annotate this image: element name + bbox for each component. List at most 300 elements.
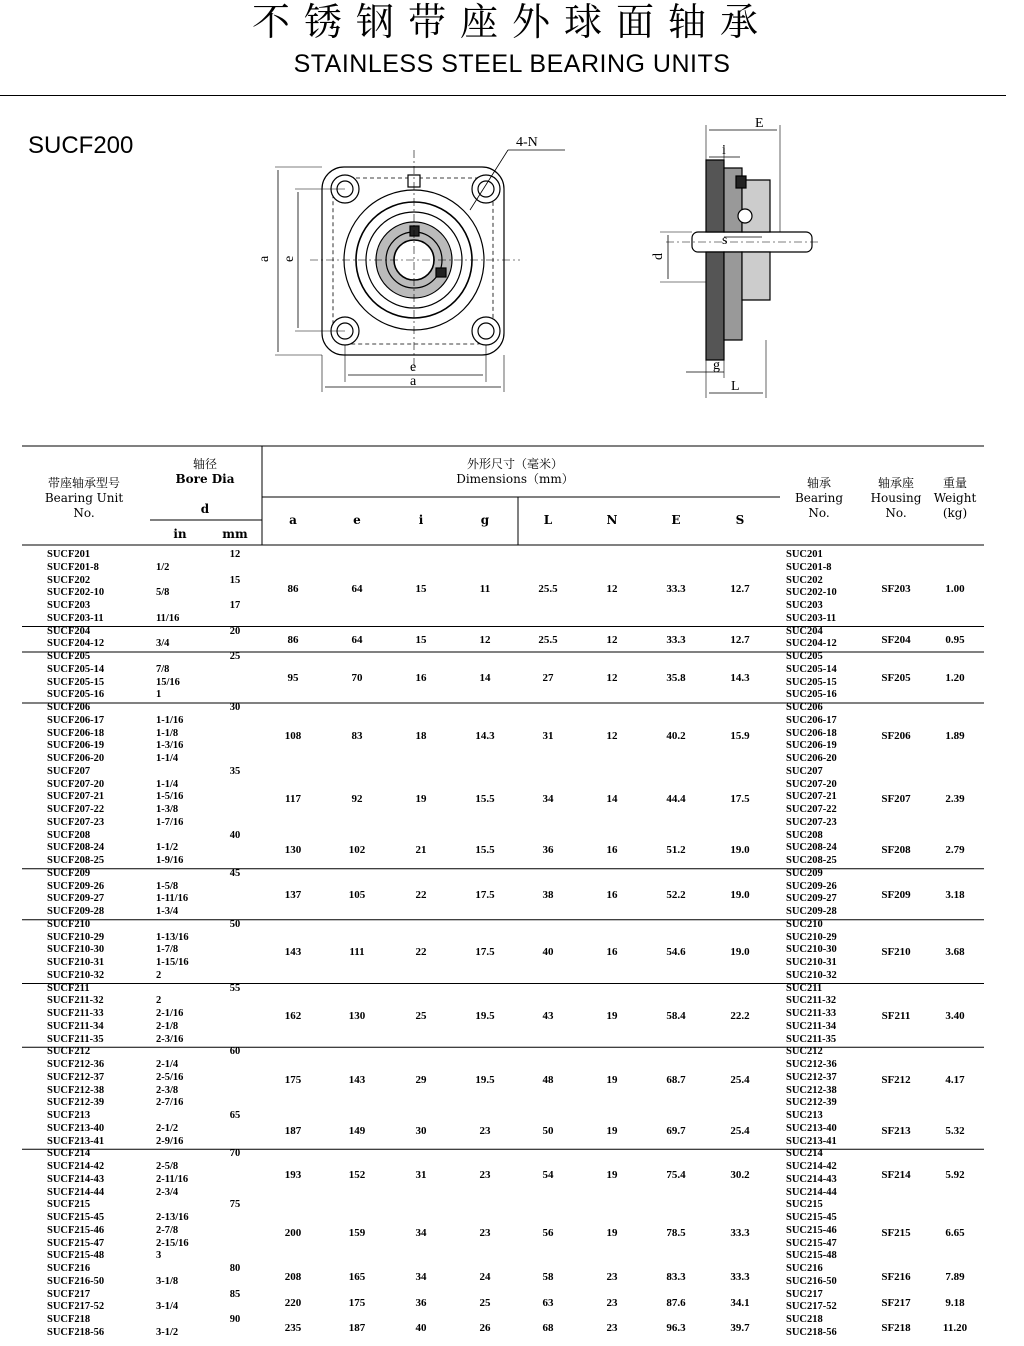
bore-inch: 2	[156, 995, 162, 1007]
bearing-number: SUC209-26	[786, 880, 837, 892]
bearing-number: SUC207-20	[786, 778, 837, 790]
bore-mm: 90	[229, 1314, 241, 1325]
unit-number: SUCF214-42	[47, 1161, 105, 1172]
dim-L: 63	[542, 1296, 554, 1309]
dim-g: 19.5	[475, 1010, 495, 1022]
dim-a: 86	[287, 582, 299, 595]
bore-inch: 1-3/8	[156, 804, 179, 815]
unit-number: SUCF205-16	[47, 689, 105, 701]
bearing-number: SUC217	[786, 1288, 823, 1300]
bearing-number: SUC218-56	[786, 1326, 837, 1338]
bearing-number: SUC206-20	[786, 753, 837, 764]
bore-mm: 65	[229, 1110, 241, 1121]
bearing-number: SUC202-10	[786, 587, 837, 599]
weight-value: 7.89	[945, 1271, 965, 1284]
bore-inch: 1-13/16	[156, 931, 189, 943]
bore-inch: 2-5/8	[156, 1161, 179, 1172]
bore-mm: 50	[229, 918, 241, 930]
housing-number: SF218	[881, 1322, 911, 1335]
dim-i: 34	[415, 1226, 427, 1239]
dim-E: 87.6	[666, 1296, 686, 1309]
dim-i: 16	[415, 672, 427, 685]
dim-e: 83	[351, 729, 363, 742]
weight-value: 5.32	[945, 1124, 965, 1137]
header-bore-en: Bore Dia	[175, 472, 235, 486]
bearing-number: SUC206-17	[786, 714, 837, 726]
dim-E: 78.5	[666, 1226, 686, 1239]
unit-number: SUCF205-15	[47, 676, 105, 688]
bore-inch: 1-1/2	[156, 842, 179, 854]
bore-mm: 25	[229, 651, 241, 662]
model-series: SUCF200	[28, 132, 134, 159]
bearing-number: SUC210-31	[786, 957, 837, 968]
dim-e: 105	[348, 888, 366, 901]
weight-value: 1.20	[945, 672, 965, 685]
dim-L: 48	[542, 1073, 554, 1086]
label-a-vertical: a	[257, 255, 272, 262]
dim-S: 25.4	[730, 1073, 750, 1086]
bore-inch: 1	[156, 689, 162, 701]
unit-number: SUCF214-44	[47, 1186, 105, 1198]
bearing-number: SUC210-30	[786, 944, 837, 956]
dim-L: 54	[542, 1169, 554, 1182]
dim-i: 29	[415, 1073, 427, 1086]
bearing-number: SUC214-43	[786, 1173, 837, 1185]
unit-number: SUCF207-23	[47, 816, 105, 828]
dim-S: 12.7	[730, 633, 750, 646]
dim-e: 102	[348, 844, 366, 857]
bore-inch: 1-3/16	[156, 740, 184, 752]
bearing-number: SUC210-29	[786, 931, 837, 943]
dim-L: 36	[542, 844, 554, 857]
dim-a: 86	[287, 633, 299, 646]
unit-number: SUCF206-20	[47, 753, 105, 764]
dim-i: 30	[415, 1124, 427, 1137]
bore-inch: 2-5/16	[156, 1071, 184, 1083]
bore-mm: 40	[229, 829, 241, 841]
dim-e: 187	[348, 1322, 366, 1335]
dim-L: 50	[542, 1124, 554, 1137]
weight-value: 5.92	[945, 1169, 965, 1182]
label-g: g	[713, 358, 720, 373]
bearing-number: SUC204	[786, 625, 823, 637]
bore-inch: 15/16	[156, 676, 180, 688]
unit-number: SUCF203	[47, 600, 91, 611]
bearing-number: SUC202	[786, 574, 823, 586]
dim-g: 11	[479, 582, 491, 595]
bore-mm: 70	[229, 1148, 241, 1160]
bore-inch: 1-1/4	[156, 778, 179, 790]
unit-number: SUCF210-31	[47, 957, 105, 968]
dim-a: 137	[284, 888, 302, 901]
header-col-L: L	[543, 513, 553, 527]
bearing-number: SUC215-46	[786, 1224, 837, 1236]
dim-i: 18	[415, 729, 427, 742]
bearing-number: SUC212-39	[786, 1097, 837, 1109]
weight-value: 2.79	[945, 844, 965, 857]
dim-S: 14.3	[730, 672, 750, 685]
dim-g: 12	[479, 633, 491, 646]
unit-number: SUCF206-17	[47, 714, 105, 726]
unit-number: SUCF204	[47, 625, 91, 637]
housing-number: SF210	[881, 946, 911, 959]
bearing-number: SUC206	[786, 702, 823, 713]
unit-number: SUCF211-33	[47, 1008, 104, 1019]
label-i: i	[722, 143, 726, 158]
bore-mm: 80	[229, 1263, 241, 1274]
unit-number: SUCF209-28	[47, 906, 105, 917]
header-weight-en2: (kg)	[942, 506, 968, 520]
unit-number: SUCF202-10	[47, 587, 105, 599]
dim-L: 58	[542, 1271, 554, 1284]
dim-g: 14.3	[475, 729, 495, 742]
dim-L: 27	[542, 672, 554, 685]
dim-a: 193	[284, 1169, 302, 1182]
dim-E: 51.2	[666, 844, 686, 857]
unit-number: SUCF205	[47, 651, 91, 662]
unit-number: SUCF203-11	[47, 612, 104, 624]
dim-i: 31	[415, 1169, 427, 1182]
unit-number: SUCF209-26	[47, 880, 105, 892]
bore-inch: 1-1/16	[156, 714, 184, 726]
bearing-number: SUC206-19	[786, 740, 837, 752]
dim-a: 187	[284, 1124, 302, 1137]
dim-S: 22.2	[730, 1010, 750, 1022]
header-col-g: g	[480, 513, 490, 527]
bore-inch: 2-3/16	[156, 1033, 184, 1045]
dim-i: 19	[415, 793, 427, 806]
dim-N: 19	[606, 1073, 618, 1086]
bore-inch: 3-1/8	[156, 1275, 179, 1287]
unit-number: SUCF206-18	[47, 727, 105, 739]
dim-i: 22	[415, 888, 427, 901]
dim-S: 19.0	[730, 844, 750, 857]
dim-a: 162	[284, 1010, 302, 1022]
bore-inch: 1-5/8	[156, 880, 179, 892]
header-bearing-en1: Bearing	[794, 491, 844, 505]
dim-e: 70	[351, 672, 363, 685]
header-bearing-cn: 轴承	[806, 476, 831, 490]
dim-e: 111	[349, 946, 365, 959]
bearing-number: SUC209-27	[786, 893, 837, 905]
unit-number: SUCF211-35	[47, 1033, 104, 1045]
unit-number: SUCF207	[47, 765, 91, 777]
bearing-number: SUC210-32	[786, 969, 837, 981]
unit-number: SUCF217-52	[47, 1301, 105, 1313]
bore-inch: 3-1/2	[156, 1326, 179, 1338]
dim-S: 17.5	[730, 793, 750, 806]
header-dim-en: Dimensions（mm）	[456, 472, 574, 486]
header-unit-en2: No.	[73, 506, 95, 520]
dim-N: 23	[606, 1296, 618, 1309]
dim-E: 75.4	[666, 1169, 686, 1182]
bore-inch: 1-5/16	[156, 791, 184, 803]
dim-e: 92	[351, 793, 363, 806]
dim-N: 19	[606, 1169, 618, 1182]
dim-a: 108	[284, 729, 302, 742]
dim-e: 152	[348, 1169, 366, 1182]
bearing-number: SUC212-36	[786, 1059, 837, 1070]
dim-L: 68	[542, 1322, 554, 1335]
unit-number: SUCF210-29	[47, 931, 105, 943]
bearing-number: SUC214-42	[786, 1161, 837, 1172]
unit-number: SUCF215-48	[47, 1250, 105, 1262]
unit-number: SUCF205-14	[47, 663, 105, 675]
dim-S: 30.2	[730, 1169, 750, 1182]
housing-number: SF214	[881, 1169, 911, 1182]
unit-number: SUCF213	[47, 1110, 91, 1121]
dim-N: 16	[606, 888, 618, 901]
weight-value: 11.20	[942, 1322, 968, 1335]
dim-i: 36	[415, 1296, 427, 1309]
header-unit-cn: 带座轴承型号	[47, 476, 120, 490]
unit-number: SUCF217	[47, 1288, 91, 1300]
bore-inch: 2-9/16	[156, 1135, 184, 1147]
housing-number: SF211	[881, 1010, 911, 1022]
unit-number: SUCF206-19	[47, 740, 105, 752]
dim-E: 68.7	[666, 1073, 686, 1086]
dim-a: 220	[284, 1296, 302, 1309]
bore-mm: 15	[229, 574, 241, 586]
unit-number: SUCF216-50	[47, 1275, 105, 1287]
housing-number: SF209	[881, 888, 911, 901]
dim-S: 34.1	[730, 1296, 750, 1309]
header-weight-cn: 重量	[942, 476, 967, 490]
dim-S: 33.3	[730, 1226, 750, 1239]
bore-inch: 2	[156, 969, 162, 981]
unit-number: SUCF202	[47, 574, 91, 586]
unit-number: SUCF211-32	[47, 995, 104, 1007]
dim-N: 23	[606, 1271, 618, 1284]
header-unit-en1: Bearing Unit	[44, 491, 124, 505]
dim-N: 16	[606, 946, 618, 959]
dim-e: 165	[348, 1271, 366, 1284]
unit-number: SUCF218-56	[47, 1326, 105, 1338]
label-s: s	[722, 233, 728, 248]
header-mm: mm	[222, 527, 248, 541]
dim-S: 12.7	[730, 582, 750, 595]
bore-inch: 2-1/8	[156, 1020, 179, 1032]
dim-g: 23	[479, 1226, 491, 1239]
bore-inch: 2-3/4	[156, 1186, 179, 1198]
unit-number: SUCF212-36	[47, 1059, 105, 1070]
header-housing-en1: Housing	[870, 491, 922, 505]
header-col-e: e	[353, 513, 361, 527]
weight-value: 9.18	[945, 1296, 965, 1309]
bore-inch: 3-1/4	[156, 1301, 179, 1313]
dim-e: 130	[348, 1010, 366, 1022]
header-col-a: a	[289, 513, 297, 527]
dim-E: 35.8	[666, 672, 686, 685]
dim-g: 17.5	[475, 888, 495, 901]
bearing-number: SUC216-50	[786, 1275, 837, 1287]
header-in: in	[173, 527, 187, 541]
bearing-number: SUC210	[786, 918, 823, 930]
dim-g: 23	[479, 1169, 491, 1182]
bore-inch: 2-1/2	[156, 1122, 179, 1134]
dim-g: 19.5	[475, 1073, 495, 1086]
label-L: L	[731, 379, 740, 394]
unit-number: SUCF209	[47, 867, 91, 879]
header-housing-en2: No.	[885, 506, 907, 520]
bore-mm: 85	[229, 1288, 241, 1300]
bearing-number: SUC211-35	[786, 1033, 837, 1045]
dim-a: 235	[284, 1322, 302, 1335]
housing-number: SF217	[881, 1296, 911, 1309]
housing-number: SF206	[881, 729, 911, 742]
bore-inch: 1-3/4	[156, 906, 179, 917]
bearing-number: SUC212	[786, 1046, 823, 1058]
unit-number: SUCF212-38	[47, 1084, 105, 1096]
dim-E: 44.4	[666, 793, 686, 806]
bearing-number: SUC205-15	[786, 676, 837, 688]
dim-N: 16	[606, 844, 618, 857]
bearing-number: SUC203	[786, 600, 823, 611]
weight-value: 0.95	[945, 633, 965, 646]
dim-S: 15.9	[730, 729, 750, 742]
dim-e: 175	[348, 1296, 366, 1309]
header-dim-cn: 外形尺寸（毫米）	[466, 457, 563, 471]
bearing-number: SUC216	[786, 1263, 823, 1274]
unit-number: SUCF212	[47, 1046, 91, 1058]
dim-i: 15	[415, 582, 427, 595]
bore-inch: 11/16	[156, 612, 180, 624]
dim-S: 19.0	[730, 888, 750, 901]
header-d: d	[200, 502, 210, 516]
bearing-number: SUC214-44	[786, 1186, 837, 1198]
dim-E: 54.6	[666, 946, 686, 959]
dim-e: 159	[348, 1226, 366, 1239]
dim-g: 15.5	[475, 844, 495, 857]
bearing-number: SUC215-48	[786, 1250, 837, 1262]
weight-value: 3.40	[945, 1010, 965, 1022]
dim-L: 34	[542, 793, 554, 806]
dim-S: 25.4	[730, 1124, 750, 1137]
bore-inch: 1-1/4	[156, 753, 179, 764]
dim-a: 208	[284, 1271, 302, 1284]
dim-E: 96.3	[666, 1322, 686, 1335]
weight-value: 2.39	[945, 793, 965, 806]
unit-number: SUCF208-25	[47, 855, 105, 866]
dim-i: 15	[415, 633, 427, 646]
bearing-number: SUC211-32	[786, 995, 837, 1007]
unit-number: SUCF213-40	[47, 1122, 105, 1134]
dim-a: 143	[284, 946, 302, 959]
dim-e: 143	[348, 1073, 366, 1086]
dim-L: 25.5	[538, 582, 558, 595]
unit-number: SUCF210	[47, 918, 91, 930]
bore-inch: 2-11/16	[156, 1173, 189, 1185]
bore-inch: 7/8	[156, 663, 170, 675]
bore-mm: 35	[229, 765, 241, 777]
dim-N: 14	[606, 793, 618, 806]
header-col-S: S	[735, 513, 745, 527]
unit-number: SUCF218	[47, 1314, 91, 1325]
bore-inch: 1-1/8	[156, 727, 179, 739]
dim-E: 69.7	[666, 1124, 686, 1137]
dim-i: 25	[415, 1010, 427, 1022]
bore-inch: 5/8	[156, 587, 170, 599]
bearing-number: SUC209-28	[786, 906, 837, 917]
header-col-E: E	[671, 513, 681, 527]
dim-N: 12	[606, 672, 618, 685]
unit-number: SUCF215-45	[47, 1212, 105, 1223]
bore-mm: 75	[229, 1199, 241, 1211]
dim-N: 19	[606, 1226, 618, 1239]
bearing-number: SUC206-18	[786, 727, 837, 739]
bearing-number: SUC217-52	[786, 1301, 837, 1313]
housing-number: SF204	[881, 633, 911, 646]
bore-mm: 17	[229, 600, 241, 611]
housing-number: SF216	[881, 1271, 911, 1284]
bore-inch: 2-13/16	[156, 1212, 189, 1223]
bearing-number: SUC215-45	[786, 1212, 837, 1223]
dim-E: 83.3	[666, 1271, 686, 1284]
weight-value: 6.65	[945, 1226, 965, 1239]
dim-g: 24	[479, 1271, 491, 1284]
unit-number: SUCF204-12	[47, 638, 105, 650]
dim-E: 33.3	[666, 633, 686, 646]
housing-number: SF207	[881, 793, 911, 806]
unit-number: SUCF209-27	[47, 893, 105, 905]
dim-i: 34	[415, 1271, 427, 1284]
unit-number: SUCF201-8	[47, 561, 99, 573]
dim-N: 19	[606, 1010, 618, 1022]
dim-g: 14	[479, 672, 491, 685]
unit-number: SUCF210-32	[47, 969, 105, 981]
bore-inch: 1/2	[156, 561, 170, 573]
bore-inch: 1-9/16	[156, 855, 184, 866]
bearing-number: SUC205-14	[786, 663, 837, 675]
dim-L: 40	[542, 946, 554, 959]
bearing-number: SUC212-37	[786, 1071, 837, 1083]
header-housing-cn: 轴承座	[877, 476, 914, 490]
bore-mm: 30	[229, 702, 241, 713]
unit-number: SUCF210-30	[47, 944, 105, 956]
bore-mm: 20	[229, 625, 241, 637]
dim-e: 64	[351, 582, 363, 595]
bearing-number: SUC205	[786, 651, 823, 662]
bearing-number: SUC207	[786, 765, 823, 777]
bore-mm: 12	[229, 549, 241, 560]
dim-N: 19	[606, 1124, 618, 1137]
bore-inch: 2-7/16	[156, 1097, 184, 1109]
bearing-number: SUC211-33	[786, 1008, 837, 1019]
dim-a: 200	[284, 1226, 302, 1239]
bearing-number: SUC208	[786, 829, 823, 841]
bore-inch: 1-7/16	[156, 816, 184, 828]
dim-S: 19.0	[730, 946, 750, 959]
dim-i: 40	[415, 1322, 427, 1335]
dim-i: 22	[415, 946, 427, 959]
dim-N: 12	[606, 633, 618, 646]
bearing-number: SUC201-8	[786, 561, 832, 573]
bearing-number: SUC204-12	[786, 638, 837, 650]
bore-inch: 3/4	[156, 638, 170, 650]
dim-a: 117	[285, 793, 301, 806]
unit-number: SUCF213-41	[47, 1135, 105, 1147]
bore-inch: 1-15/16	[156, 957, 189, 968]
dim-L: 43	[542, 1010, 554, 1022]
unit-number: SUCF216	[47, 1263, 91, 1274]
dim-g: 26	[479, 1322, 491, 1335]
bearing-number: SUC218	[786, 1314, 823, 1325]
unit-number: SUCF211	[47, 982, 90, 994]
bearing-number: SUC213-41	[786, 1135, 837, 1147]
unit-number: SUCF211-34	[47, 1020, 104, 1032]
bearing-number: SUC212-38	[786, 1084, 837, 1096]
dim-S: 33.3	[730, 1271, 750, 1284]
